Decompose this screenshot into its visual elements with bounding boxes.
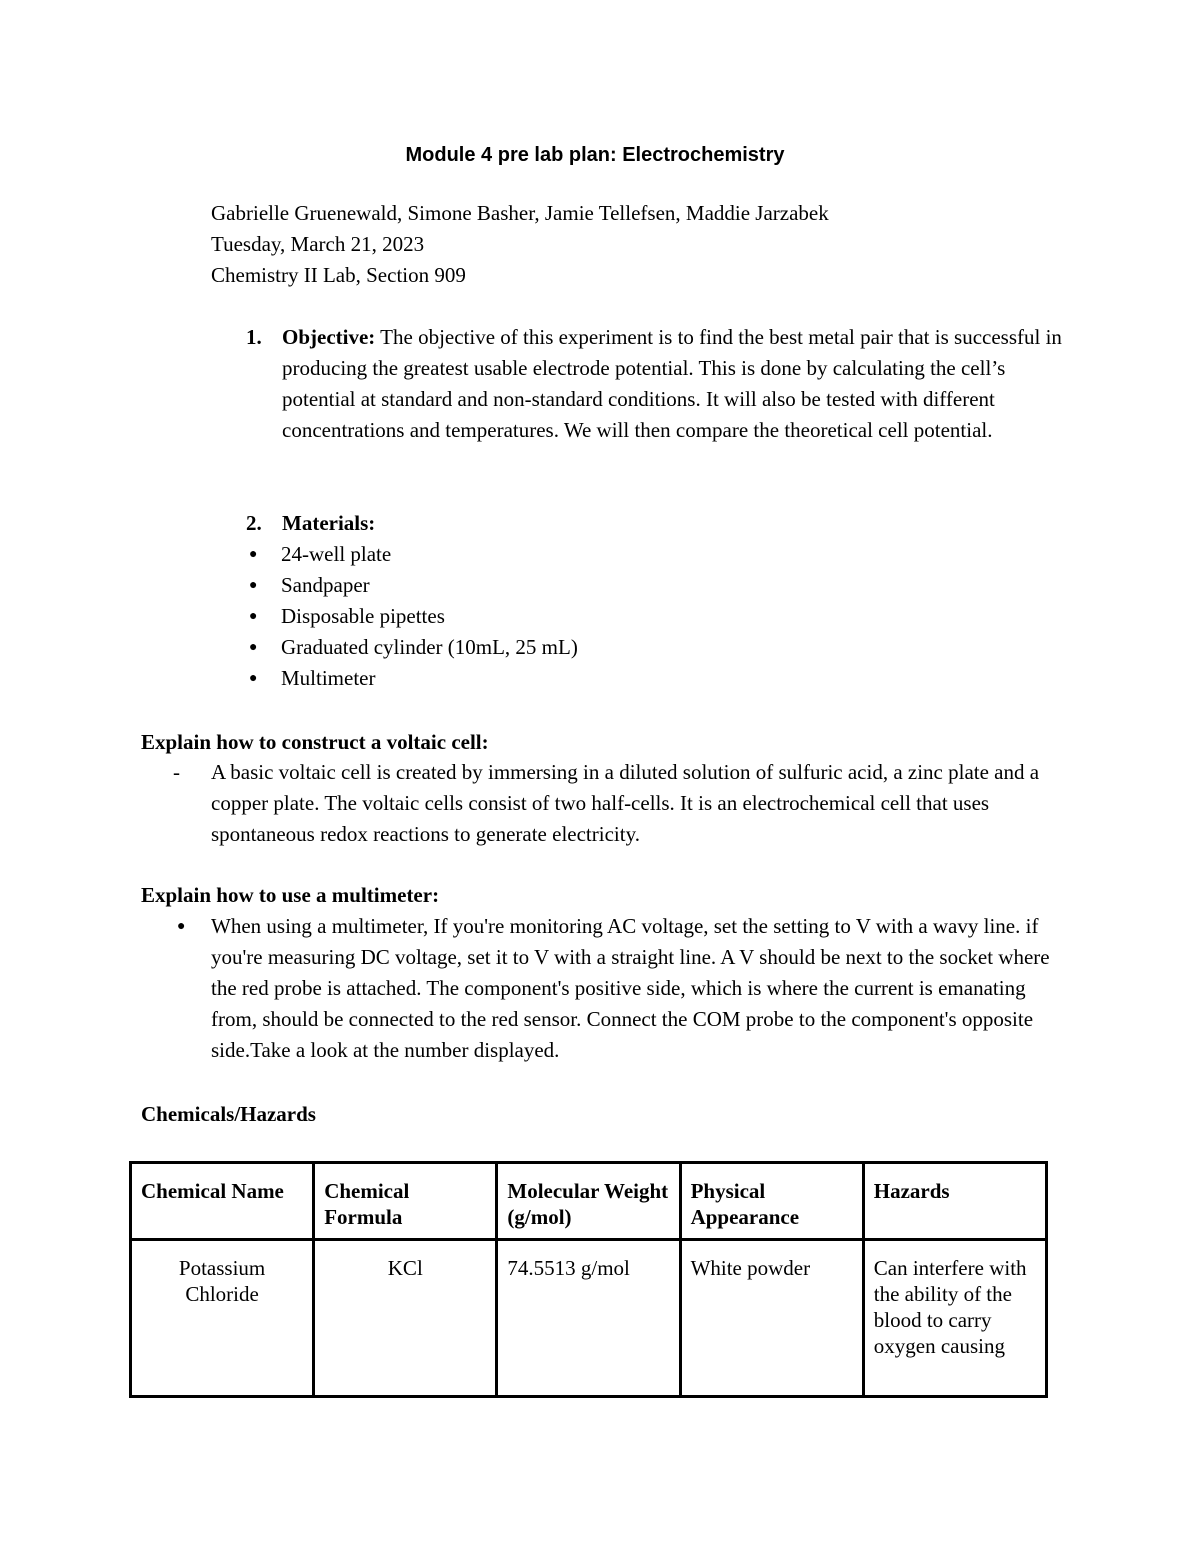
cell-hazards: Can interfere with the ability of the blood to carry oxygen causing [863,1240,1046,1397]
date: Tuesday, March 21, 2023 [211,232,425,256]
column-header: Chemical Formula [314,1163,497,1240]
voltaic-paragraph [141,757,1061,850]
cell-molecular-weight: 74.5513 g/mol [497,1240,680,1397]
list-item: ● Sandpaper [211,570,1071,601]
materials-label: Materials: [282,511,376,535]
bullet-icon: ● [177,919,186,934]
bullet-icon: ● [249,640,258,655]
cell-chemical-formula: KCl [314,1240,497,1397]
page-title: Module 4 pre lab plan: Electrochemistry [405,144,785,166]
materials-section [211,508,1071,694]
multimeter-text: When using a multimeter, If you're monitoring AC voltage, set the setting to V with a wavy line. if you're measuring DC voltage, set it to V with a straight line. A V should be next to the socket where the red probe is attached. The component's positive side, which is where the current is emanating from, should be connected to the red sensor. Connect the COM probe to the component's opposite side.Take a look at the number displayed. [211,914,1050,1062]
objective-number: 1. [246,325,262,349]
materials-number: 2. [246,511,262,535]
list-item: ● Disposable pipettes [211,601,1071,632]
voltaic-text: A basic voltaic cell is created by immersing in a diluted solution of sulfuric acid, a zinc plate and a copper plate. The voltaic cells consist of two half-cells. It is an electrochemical cell that uses spontaneous redox reactions to generate electricity. [211,760,1040,846]
list-item: ● Multimeter [211,663,1071,694]
objective-body [282,322,1071,446]
list-item: ● 24-well plate [211,539,1071,570]
voltaic-heading: Explain how to construct a voltaic cell: [141,730,489,754]
bullet-icon: ● [249,547,258,562]
objective-section [211,322,1071,446]
column-header: Molecular Weight (g/mol) [497,1163,680,1240]
multimeter-heading: Explain how to use a multimeter: [141,883,440,907]
bullet-icon: ● [249,578,258,593]
header-info [211,198,829,291]
list-item: ● Graduated cylinder (10mL, 25 mL) [211,632,1071,663]
dash-icon: - [173,760,180,784]
chemicals-heading: Chemicals/Hazards [141,1102,316,1126]
authors: Gabrielle Gruenewald, Simone Basher, Jamie Tellefsen, Maddie Jarzabek [211,201,829,225]
materials-body [249,508,1071,694]
objective-label: Objective: [282,325,376,349]
column-header: Physical Appearance [680,1163,863,1240]
column-header: Chemical Name [131,1163,314,1240]
cell-chemical-name: Potassium Chloride [131,1240,314,1397]
table-row [131,1240,1047,1397]
chemicals-table [129,1161,1048,1398]
multimeter-paragraph [141,911,1061,1066]
course-section: Chemistry II Lab, Section 909 [211,263,466,287]
materials-list [211,539,1071,694]
cell-physical-appearance: White powder [680,1240,863,1397]
bullet-icon: ● [249,671,258,686]
objective-text: The objective of this experiment is to find the best metal pair that is successful in producing the greatest usable electrode potential. This is done by calculating the cell’s potential at standard and non-standard conditions. It will also be tested with different concentrations and temperatures. We will then compare the theoretical cell potential. [282,325,1062,442]
table-header-row [131,1163,1047,1240]
bullet-icon: ● [249,609,258,624]
column-header: Hazards [863,1163,1046,1240]
